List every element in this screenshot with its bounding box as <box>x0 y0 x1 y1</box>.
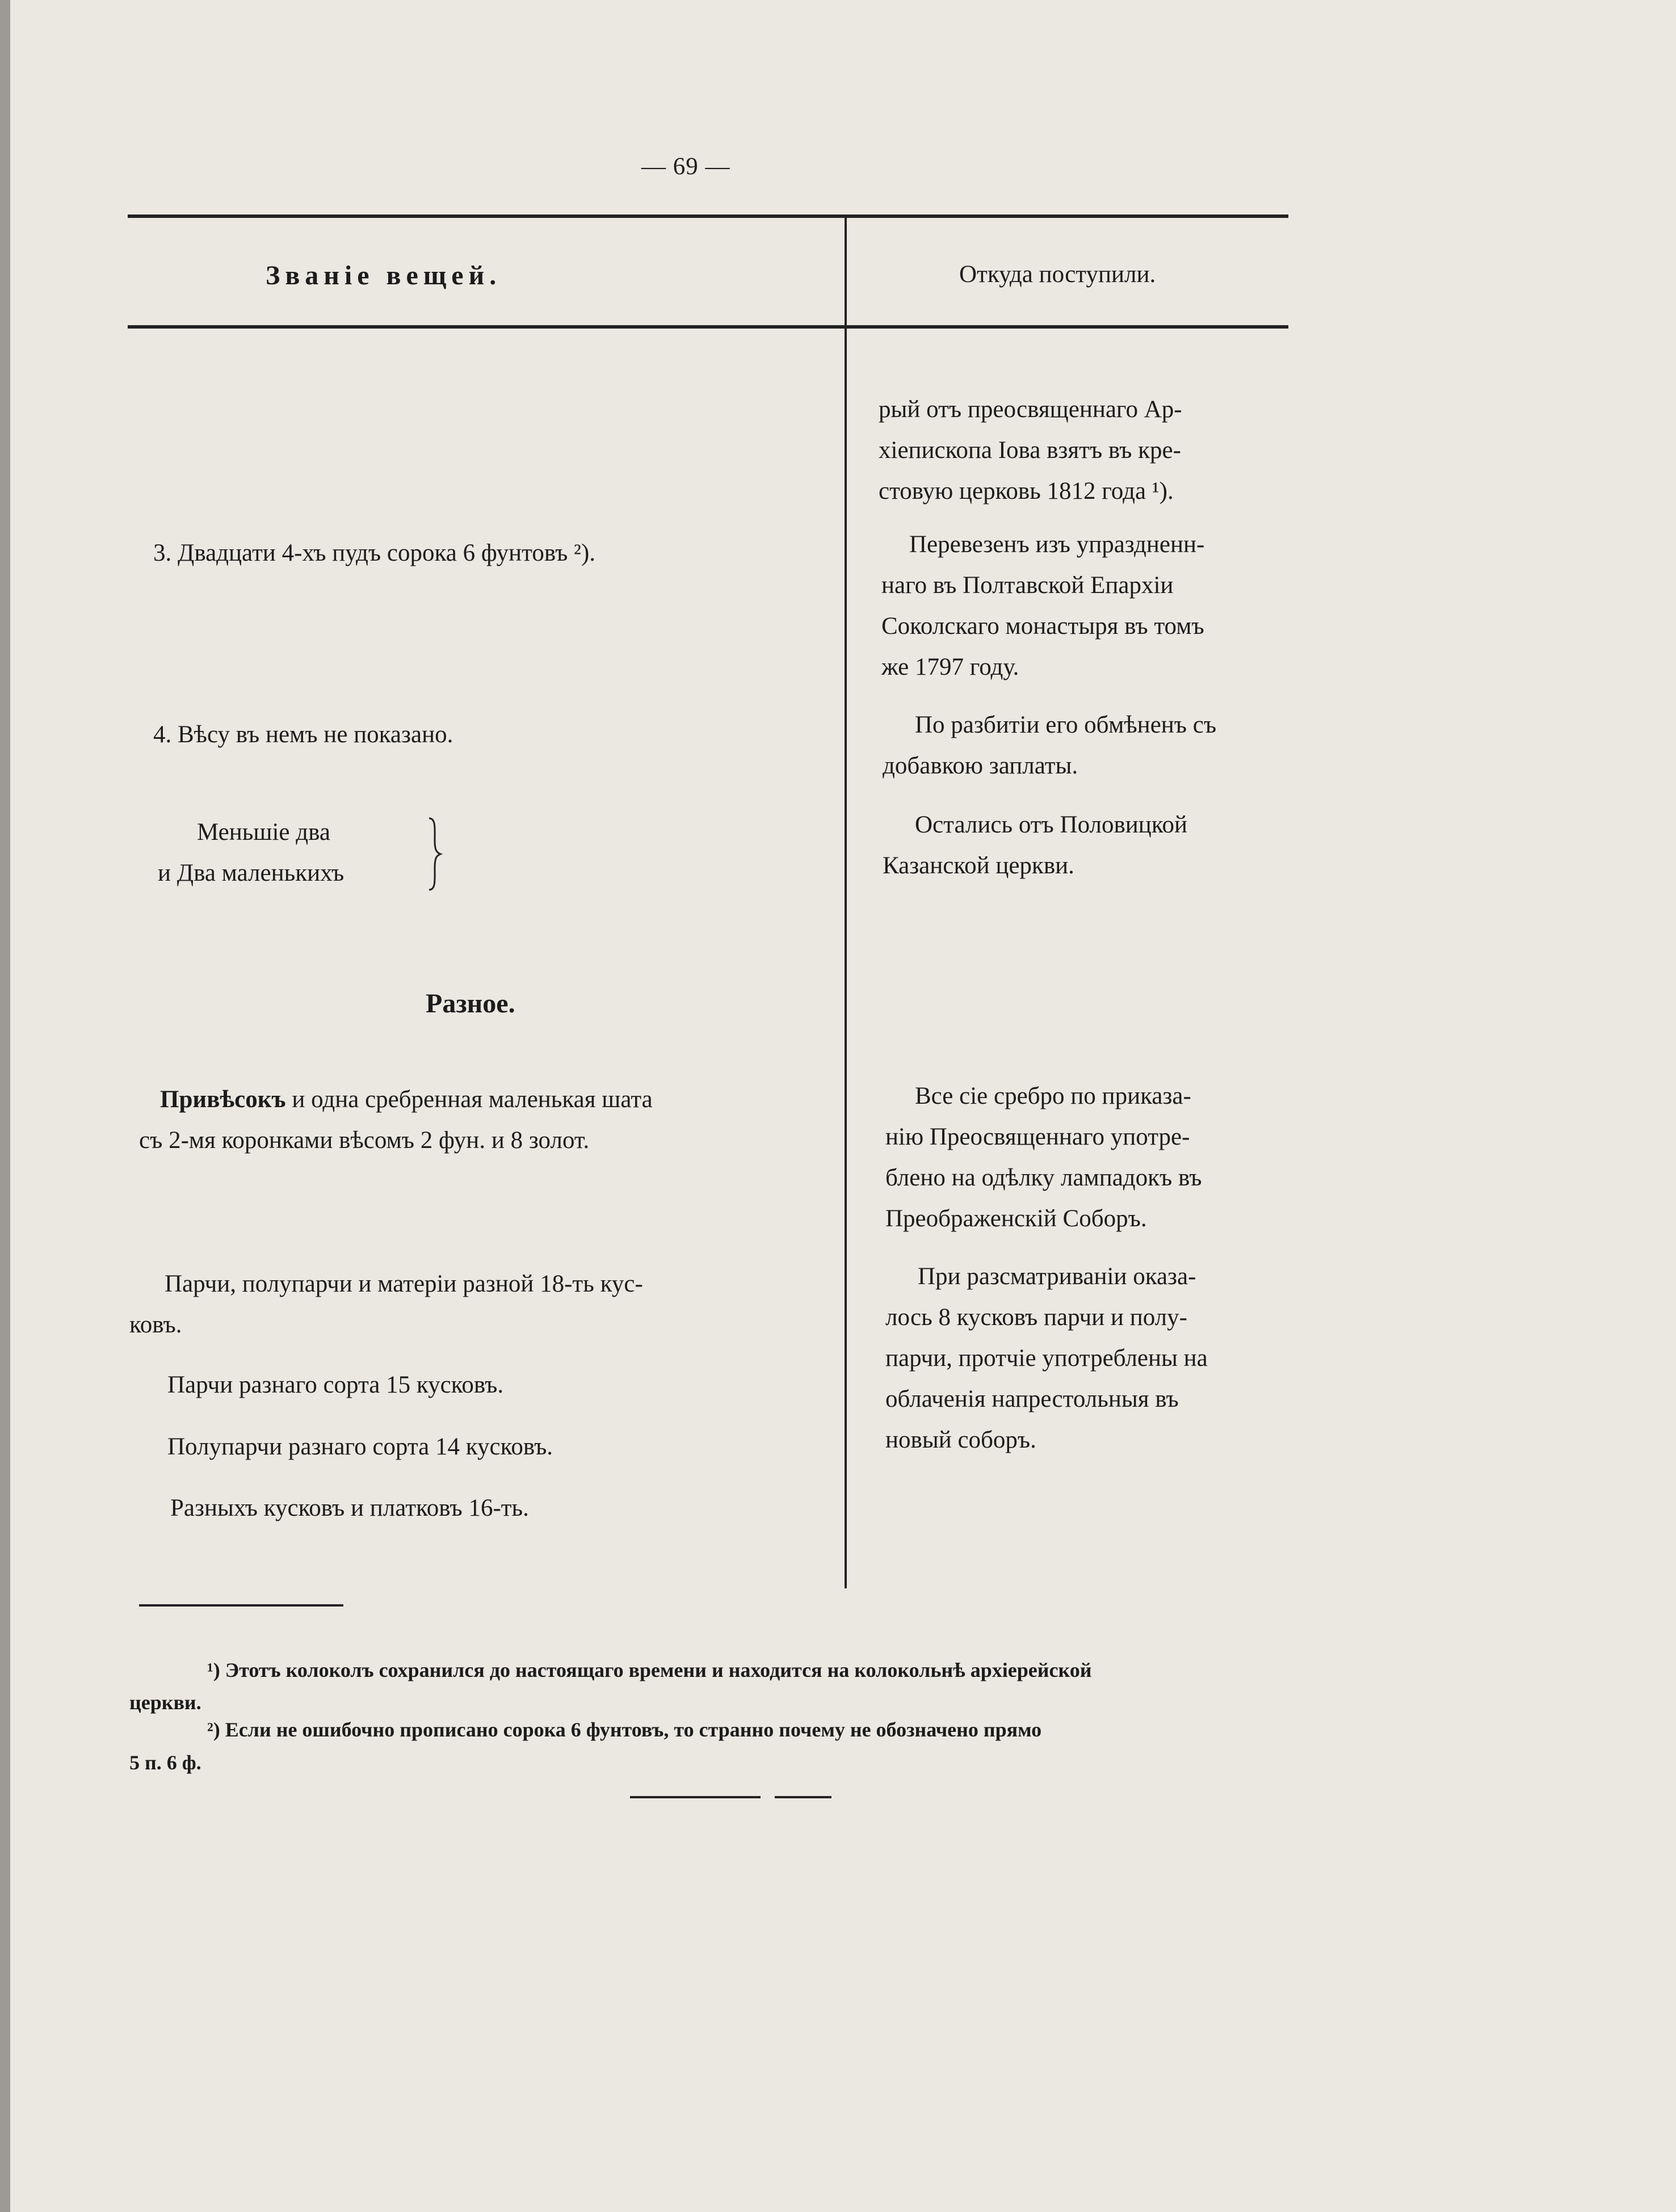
end-rule-long <box>630 1796 761 1798</box>
origin-6-line-5: новый соборъ. <box>885 1427 1036 1453</box>
footnote-2-line-1: ²) Если не ошибочно прописано сорока 6 фунтовъ, то странно почему не обозначено прямо <box>207 1718 1042 1741</box>
origin-6-line-3: парчи, протчіе употреблены на <box>885 1345 1208 1372</box>
pendant-bold-word: Привѣсокъ <box>160 1086 286 1113</box>
section-heading-misc: Разное. <box>426 989 515 1019</box>
origin-1-line-2: хіепископа Іова взятъ въ кре- <box>879 437 1181 464</box>
item-3: 3. Двадцати 4-хъ пудъ сорока 6 фунтовъ ²). <box>153 540 596 566</box>
header-items-title: Званіе вещей. <box>266 260 502 291</box>
footnote-2-line-2: 5 п. 6 ф. <box>129 1751 201 1774</box>
column-divider <box>845 218 847 1588</box>
origin-6-line-4: облаченія напрестольныя въ <box>885 1386 1179 1412</box>
pendant-line-2: съ 2-мя коронками вѣсомъ 2 фун. и 8 золот. <box>139 1127 590 1154</box>
origin-6-line-2: лось 8 кусковъ парчи и полу- <box>885 1304 1187 1331</box>
brocade-line-1: Парчи, полупарчи и матеріи разной 18-ть кус- <box>165 1271 643 1297</box>
origin-2-line-2: наго въ Полтавской Епархіи <box>881 572 1174 599</box>
header-bottom-rule <box>128 325 1288 329</box>
origin-5-line-3: блено на одѣлку лампадокъ въ <box>885 1164 1202 1191</box>
brocade-line-2: ковъ. <box>129 1311 182 1338</box>
origin-5-line-2: нію Преосвященнаго употре- <box>885 1124 1190 1150</box>
origin-6-line-1: При разсматриваніи оказа- <box>918 1263 1196 1290</box>
origin-2-line-1: Перевезенъ изъ упраздненн- <box>909 531 1205 558</box>
origin-5-line-1: Все сіе сребро по приказа- <box>915 1083 1191 1109</box>
footnote-1-line-2: церкви. <box>129 1691 201 1714</box>
origin-2-line-3: Соколскаго монастыря въ томъ <box>881 613 1204 640</box>
origin-3-line-1: По разбитіи его обмѣненъ съ <box>915 712 1217 738</box>
page-edge-shadow <box>0 0 10 2212</box>
small-bells-line-2: и Два маленькихъ <box>158 860 345 886</box>
page-number: — 69 — <box>641 153 730 180</box>
brocade-sorts: Парчи разнаго сорта 15 кусковъ. <box>167 1372 504 1398</box>
origin-3-line-2: добавкою заплаты. <box>883 752 1078 779</box>
half-brocade: Полупарчи разнаго сорта 14 кусковъ. <box>167 1433 553 1460</box>
origin-4-line-1: Остались отъ Половицкой <box>915 811 1188 838</box>
small-bells-line-1: Меньшіе два <box>197 819 330 846</box>
item-4: 4. Вѣсу въ немъ не показано. <box>153 721 453 748</box>
origin-1-line-3: стовую церковь 1812 года ¹). <box>879 478 1174 504</box>
origin-2-line-4: же 1797 году. <box>881 654 1019 680</box>
origin-5-line-4: Преображенскій Соборъ. <box>885 1205 1147 1232</box>
origin-4-line-2: Казанской церкви. <box>883 852 1074 879</box>
header-top-rule <box>128 215 1288 218</box>
end-rule-short <box>775 1796 831 1798</box>
footnote-1-line-1: ¹) Этотъ колоколъ сохранился до настоящаго времени и находится на колокольнѣ архіерейской <box>207 1659 1092 1681</box>
pendant-line-1: и одна сребренная маленькая шата <box>292 1086 653 1113</box>
header-origin-title: Откуда поступили. <box>959 261 1156 288</box>
grouping-brace-icon <box>427 817 443 891</box>
origin-1-line-1: рый отъ преосвященнаго Ар- <box>879 396 1182 423</box>
footnote-separator <box>139 1604 343 1607</box>
misc-pieces: Разныхъ кусковъ и платковъ 16-ть. <box>170 1495 529 1521</box>
